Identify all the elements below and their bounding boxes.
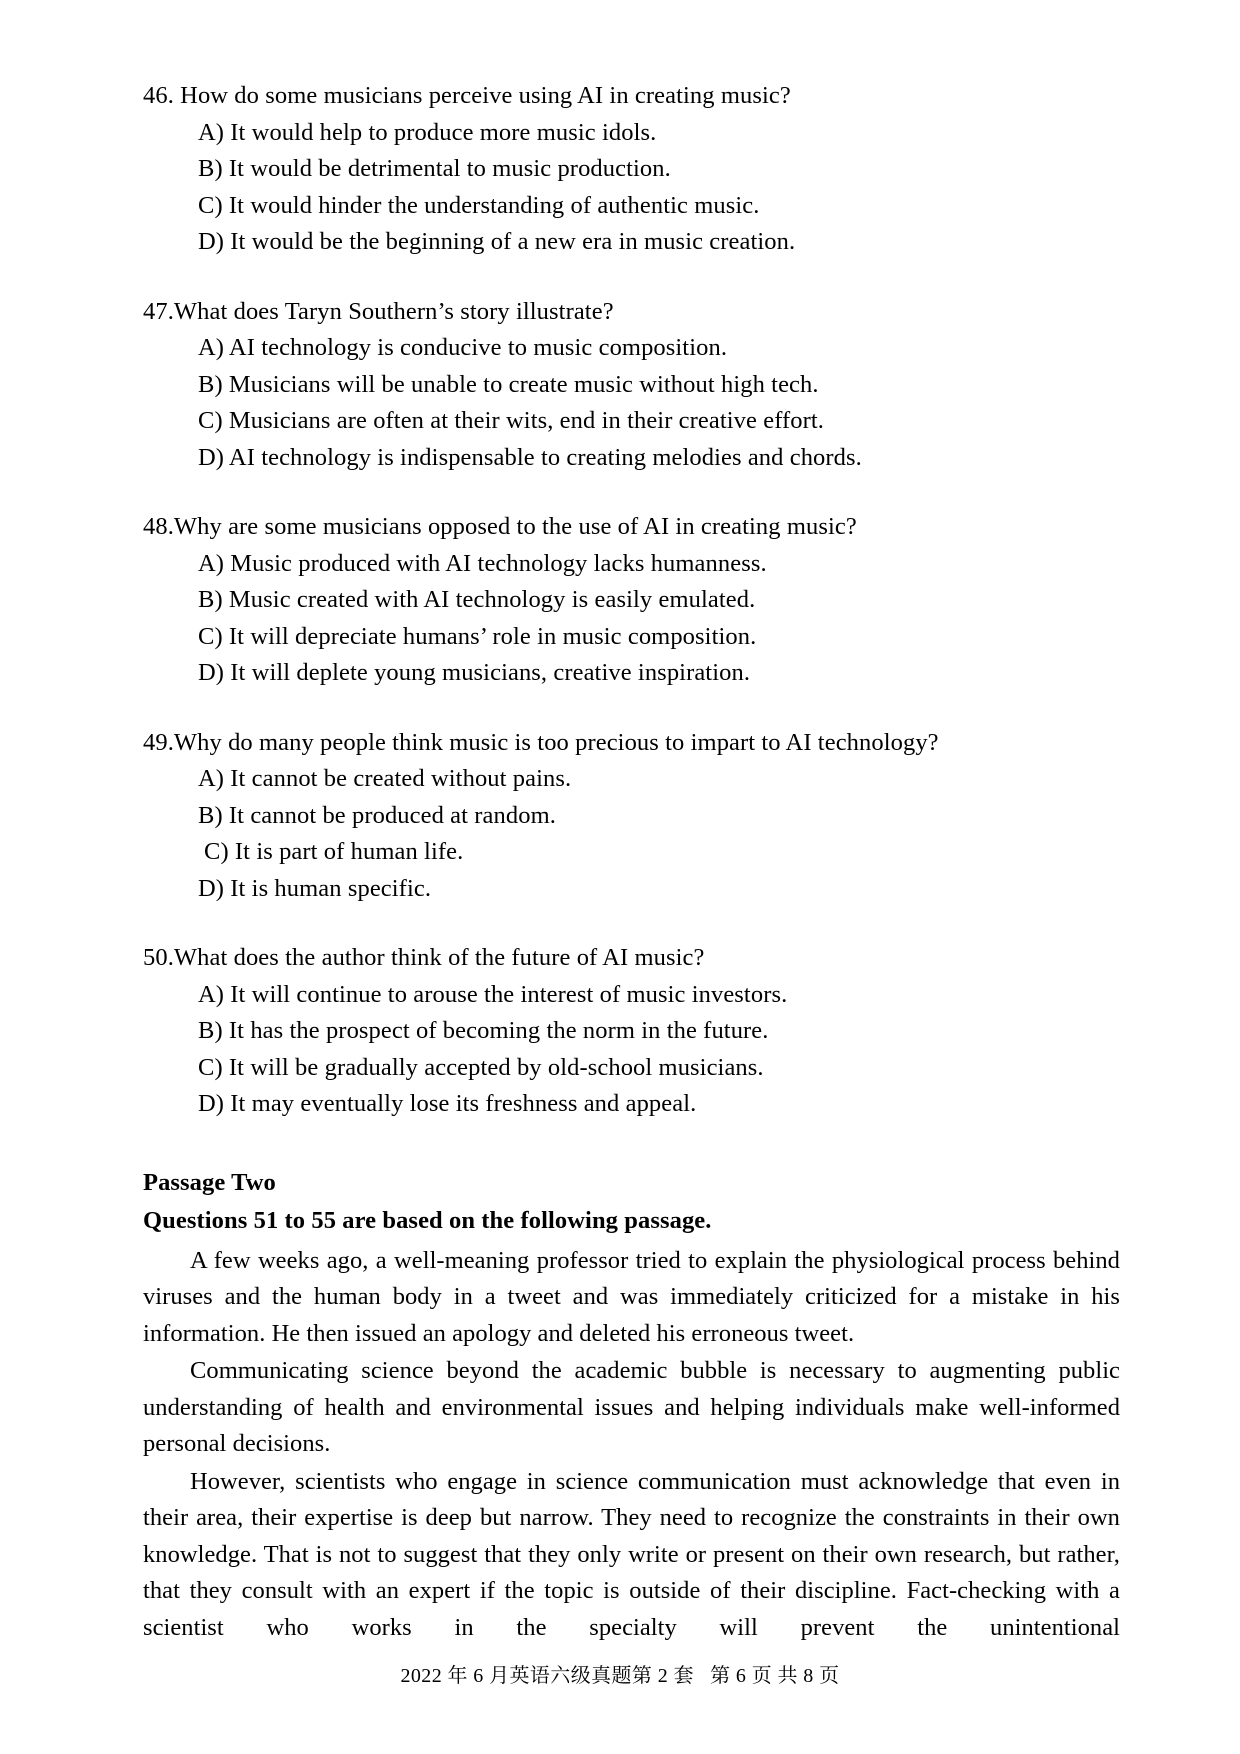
question-block-49 bbox=[143, 725, 1120, 908]
question-block-50 bbox=[143, 940, 1120, 1123]
passage-paragraph-1: A few weeks ago, a well-meaning professor tried to explain the physiological process behind viruses and the human body in a tweet and was immediately criticized for a mistake in his information. He then issued an apology and deleted his erroneous tweet. bbox=[143, 1246, 1120, 1347]
option-48-d[interactable]: D) It will deplete young musicians, creative inspiration. bbox=[198, 659, 751, 686]
option-48-b[interactable]: B) Music created with AI technology is easily emulated. bbox=[198, 586, 756, 613]
question-stem-46: 46. How do some musicians perceive using AI in creating music? bbox=[143, 82, 791, 109]
option-47-a[interactable]: A) AI technology is conducive to music composition. bbox=[198, 334, 728, 361]
page-content bbox=[143, 78, 1120, 1646]
option-46-b[interactable]: B) It would be detrimental to music production. bbox=[198, 155, 671, 182]
option-48-a[interactable]: A) Music produced with AI technology lacks humanness. bbox=[198, 549, 767, 577]
question-block-46 bbox=[143, 78, 1120, 261]
question-block-48 bbox=[143, 509, 1120, 692]
option-49-b[interactable]: B) It cannot be produced at random. bbox=[198, 801, 556, 829]
question-spacer bbox=[143, 496, 1120, 509]
option-46-a[interactable]: A) It would help to produce more music idols. bbox=[198, 118, 657, 146]
option-46-d[interactable]: D) It would be the beginning of a new era in music creation. bbox=[198, 228, 796, 255]
page-footer: 2022 年 6 月英语六级真题第 2 套 第 6 页 共 8 页 bbox=[400, 1665, 840, 1687]
question-stem-47: 47.What does Taryn Southern’s story illustrate? bbox=[143, 297, 614, 325]
question-stem-48: 48.Why are some musicians opposed to the use of AI in creating music? bbox=[143, 513, 857, 540]
option-46-c[interactable]: C) It would hinder the understanding of authentic music. bbox=[198, 191, 760, 219]
passage-instruction: Questions 51 to 55 are based on the following passage. bbox=[143, 1207, 712, 1234]
passage-paragraph-3: However, scientists who engage in science communication must acknowledge that even in their area, their expertise is deep but narrow. They need to recognize the constraints in their own knowledge. That is not to suggest that they only write or present on their own research, but rather, that they consult with an expert if the topic is outside of their discipline. Fact-checking with a scientist who works in the specialty will prevent the unintentional bbox=[143, 1467, 1120, 1641]
option-49-d[interactable]: D) It is human specific. bbox=[198, 874, 432, 902]
option-50-a[interactable]: A) It will continue to arouse the interest of music investors. bbox=[198, 980, 788, 1008]
passage-title: Passage Two bbox=[143, 1168, 276, 1196]
option-47-c[interactable]: C) Musicians are often at their wits, end in their creative effort. bbox=[198, 407, 825, 434]
question-stem-49: 49.Why do many people think music is too precious to impart to AI technology? bbox=[143, 728, 939, 756]
question-spacer bbox=[143, 927, 1120, 940]
passage-spacer bbox=[143, 1143, 1120, 1165]
option-48-c[interactable]: C) It will depreciate humans’ role in music composition. bbox=[198, 622, 757, 650]
option-47-b[interactable]: B) Musicians will be unable to create music without high tech. bbox=[198, 370, 819, 398]
option-49-c[interactable]: C) It is part of human life. bbox=[204, 838, 464, 865]
option-50-c[interactable]: C) It will be gradually accepted by old-school musicians. bbox=[198, 1053, 764, 1081]
question-block-47 bbox=[143, 294, 1120, 477]
question-spacer bbox=[143, 712, 1120, 725]
question-stem-50: 50.What does the author think of the future of AI music? bbox=[143, 944, 705, 971]
option-47-d[interactable]: D) AI technology is indispensable to creating melodies and chords. bbox=[198, 443, 862, 471]
passage-paragraph-2: Communicating science beyond the academic bubble is necessary to augmenting public understanding of health and environmental issues and helping individuals make well-informed personal decisions. bbox=[143, 1357, 1120, 1457]
option-50-d[interactable]: D) It may eventually lose its freshness and appeal. bbox=[198, 1090, 697, 1117]
question-spacer bbox=[143, 281, 1120, 294]
option-50-b[interactable]: B) It has the prospect of becoming the norm in the future. bbox=[198, 1017, 769, 1044]
option-49-a[interactable]: A) It cannot be created without pains. bbox=[198, 765, 572, 792]
